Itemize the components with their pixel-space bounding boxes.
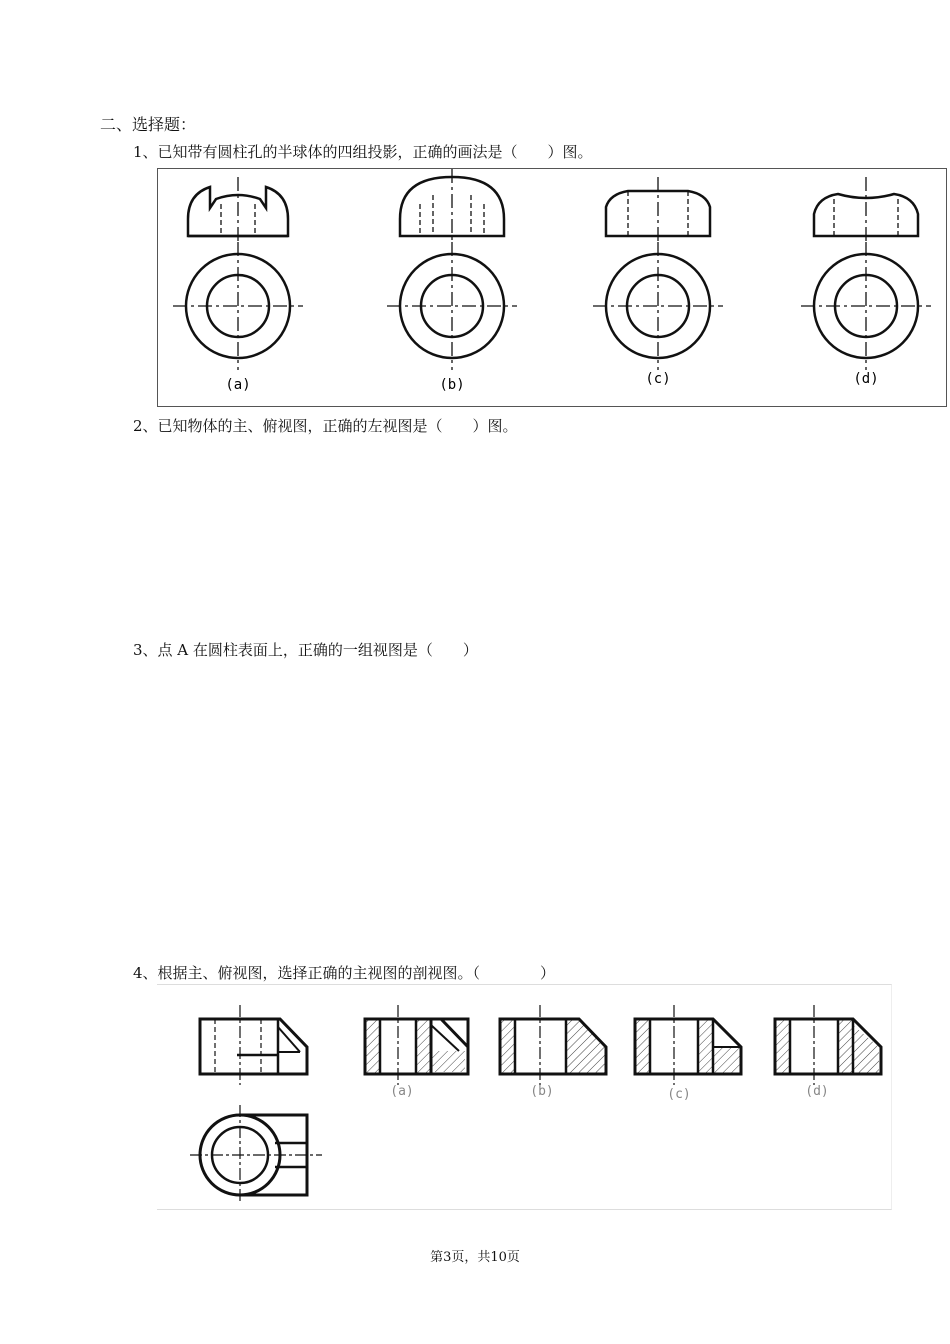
option-c-drawing: [593, 177, 723, 370]
option-a-drawing: [173, 177, 303, 370]
question-1: 1、已知带有圆柱孔的半球体的四组投影，正确的画法是（ ）图。: [133, 143, 593, 161]
given-top-view: [190, 1105, 322, 1203]
figure-1-label-c: (c): [645, 371, 671, 387]
section-option-d: [775, 1005, 881, 1085]
question-3: 3、点 A 在圆柱表面上，正确的一组视图是（ ）: [133, 641, 478, 659]
section-option-c: [635, 1005, 741, 1085]
section-option-a: [365, 1005, 468, 1085]
section-option-b: [500, 1005, 606, 1085]
figure-4-label-c: (c): [667, 1087, 691, 1102]
figure-1-label-a: (a): [225, 377, 251, 393]
question-4: 4、根据主、俯视图，选择正确的主视图的剖视图。（ ）: [133, 964, 556, 982]
section-title: 二、选择题：: [100, 115, 197, 134]
option-b-drawing: [387, 169, 517, 370]
question-2: 2、已知物体的主、俯视图，正确的左视图是（ ）图。: [133, 417, 518, 435]
figure-1-label-d: (d): [853, 371, 879, 387]
figure-1-label-b: (b): [439, 377, 465, 393]
page-footer: 第3页，共10页: [430, 1250, 520, 1265]
figure-4-label-a: (a): [390, 1084, 414, 1099]
figure-1-hemisphere-projections: [157, 168, 947, 407]
figure-4-label-d: (d): [805, 1084, 829, 1099]
figure-4-label-b: (b): [530, 1084, 554, 1099]
given-front-view: [200, 1005, 307, 1085]
option-d-drawing: [801, 177, 931, 370]
figure-4-section-views: [157, 984, 892, 1210]
